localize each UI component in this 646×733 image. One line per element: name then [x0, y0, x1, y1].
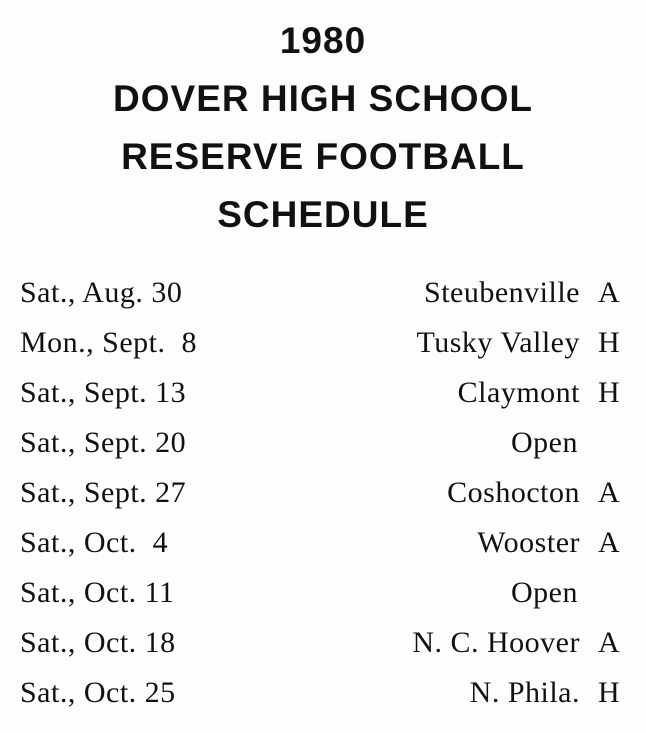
game-location: A: [598, 276, 620, 309]
game-opponent: Coshocton: [447, 476, 580, 509]
title-year: 1980: [279, 20, 367, 61]
title-team: RESERVE FOOTBALL: [121, 136, 525, 177]
game-opponent: Open: [511, 576, 578, 609]
game-opponent: Steubenville: [424, 276, 580, 309]
schedule-row: [0, 520, 646, 570]
game-location: A: [598, 476, 620, 509]
game-date: Sat., Oct. 4: [20, 526, 169, 559]
game-date: Sat., Sept. 27: [20, 476, 187, 509]
schedule-table: [0, 270, 646, 720]
title-schedule: SCHEDULE: [217, 194, 429, 235]
game-date: Mon., Sept. 8: [20, 326, 198, 359]
schedule-row: [0, 570, 646, 620]
game-date: Sat., Sept. 20: [20, 426, 187, 459]
game-location: A: [598, 626, 620, 659]
game-opponent: N. Phila.: [469, 676, 580, 709]
schedule-row: [0, 320, 646, 370]
game-opponent: Claymont: [457, 376, 580, 409]
game-opponent: Open: [511, 426, 578, 459]
game-opponent: Wooster: [477, 526, 580, 559]
schedule-row: [0, 670, 646, 720]
schedule-row: [0, 270, 646, 320]
game-date: Sat., Oct. 11: [20, 576, 175, 609]
title-school: DOVER HIGH SCHOOL: [113, 78, 533, 119]
schedule-row: [0, 420, 646, 470]
schedule-row: [0, 370, 646, 420]
title-block: [0, 12, 646, 244]
schedule-row: [0, 620, 646, 670]
game-opponent: Tusky Valley: [416, 326, 580, 359]
game-date: Sat., Sept. 13: [20, 376, 187, 409]
game-location: H: [598, 326, 620, 359]
game-date: Sat., Oct. 25: [20, 676, 176, 709]
game-opponent: N. C. Hoover: [412, 626, 580, 659]
schedule-row: [0, 470, 646, 520]
game-location: H: [598, 676, 620, 709]
game-location: A: [598, 526, 620, 559]
game-date: Sat., Aug. 30: [20, 276, 183, 309]
game-date: Sat., Oct. 18: [20, 626, 176, 659]
game-location: H: [598, 376, 620, 409]
